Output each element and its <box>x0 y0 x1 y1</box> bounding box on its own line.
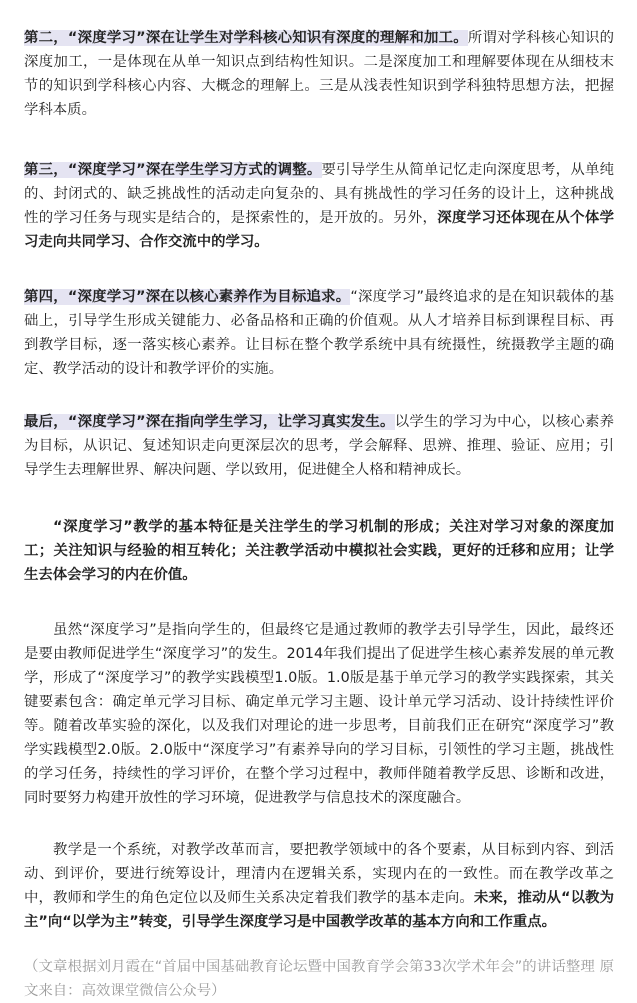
paragraph-text: 教学是一个系统，对教学改革而言，要把教学领域中的各个要素，从目标到内容、到活动、到评价，要进行统筹设计，理清内在逻辑关系，实现内在的一致性。而在教学改革之中，教师和学生的角色定位以及师生关系决定着我们教学的基本走向。 <box>24 842 614 906</box>
paragraph-fourth-point <box>24 285 614 381</box>
paragraph-text: 要引导学生从简单记忆走向深度思考，从单纯的、封闭式的、缺乏挑战性的活动走向复杂的、具有挑战性的学习任务的设计上，这种挑战性的学习任务与现实是结合的，是探索性的，是开放的。另外， <box>24 162 614 226</box>
paragraph-third-point <box>24 158 614 254</box>
paragraph-highlight: 最后，“深度学习”深在指向学生学习，让学习真实发生。 <box>24 414 395 430</box>
teaching-system-paragraph <box>24 838 614 934</box>
paragraph-final-point <box>24 410 614 482</box>
feature-statement: “深度学习”教学的基本特征是关注学生的学习机制的形成；关注对学习对象的深度加工；关注知识与经验的相互转化；关注教学活动中模拟社会实践，更好的迁移和应用；让学生去体会学习的内在价值。 <box>24 519 614 583</box>
paragraph-bold-text: 深度学习还体现在从个体学习走向共同学习、合作交流中的学习。 <box>24 210 614 250</box>
paragraph-second-point <box>24 26 614 122</box>
paragraph-highlight: 第四，“深度学习”深在以核心素养作为目标追求。 <box>24 289 351 305</box>
teaching-model-paragraph: 虽然“深度学习”是指向学生的，但最终它是通过教师的教学去引导学生，因此，最终还是要由教师促进学生“深度学习”的发生。2014年我们提出了促进学生核心素养发展的单元教学，形成了“深度学习”的教学实践模型1.0版。1.0版是基于单元学习的教学实践探索，其关键要素包含：确定单元学习目标、确定单元学习主题、设计单元学习活动、设计持续性评价等。随着改革实验的深化，以及我们对理论的进一步思考，目前我们正在研究“深度学习”教学实践模型2.0版。2.0版中“深度学习”有素养导向的学习目标，引领性的学习主题，挑战性的学习任务，持续性的学习评价，在整个学习过程中，教师伴随着教学反思、诊断和改进，同时要努力构建开放性的学习环境，促进教学与信息技术的深度融合。 <box>24 622 614 806</box>
paragraph-bold-text: 未来，推动从“以教为主”向“以学为主”转变，引导学生深度学习是中国教学改革的基本方向和工作重点。 <box>24 890 614 930</box>
source-note: （文章根据刘月霞在“首届中国基础教育论坛暨中国教育学会第33次学术年会”的讲话整理 原文来自：高效课堂微信公众号） <box>24 959 614 999</box>
paragraph-text: “深度学习”最终追求的是在知识载体的基础上，引导学生形成关键能力、必备品格和正确的价值观。从人才培养目标到课程目标、再到教学目标，逐一落实核心素养。让目标在整个教学系统中具有统摄性，统摄教学主题的确定、教学活动的设计和教学评价的实施。 <box>24 289 615 377</box>
paragraph-highlight: 第二，“深度学习”深在让学生对学科核心知识有深度的理解和加工。 <box>24 30 468 46</box>
paragraph-text: 所谓对学科核心知识的深度加工，一是体现在从单一知识点到结构性知识。二是深度加工和理解要体现在从细枝末节的知识到学科核心内容、大概念的理解上。三是从浅表性知识到学科独特思想方法，把握学科本质。 <box>24 30 614 118</box>
paragraph-highlight: 第三，“深度学习”深在学生学习方式的调整。 <box>24 162 322 178</box>
paragraph-text: 以学生的学习为中心，以核心素养为目标，从识记、复述知识走向更深层次的思考，学会解释、思辨、推理、验证、应用；引导学生去理解世界、解决问题、学以致用，促进健全人格和精神成长。 <box>24 414 614 478</box>
